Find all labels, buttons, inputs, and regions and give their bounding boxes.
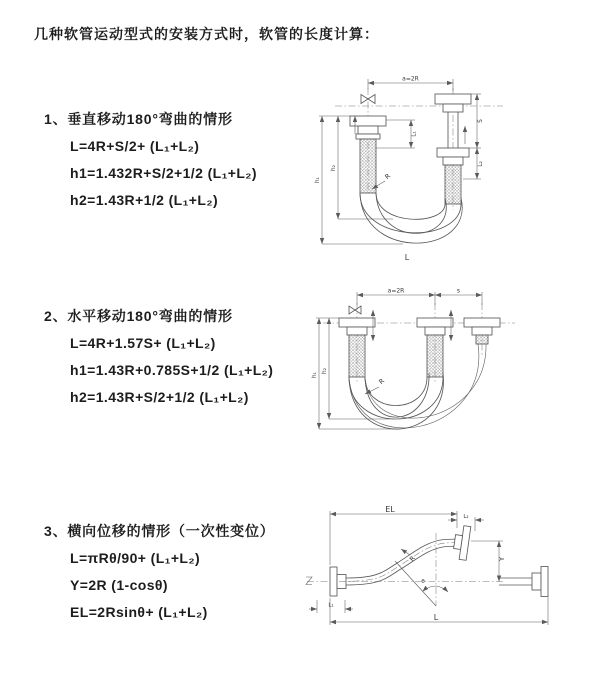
dim-label-a2r: a=2R (402, 75, 419, 83)
section-3-heading: 3、横向位移的情形（一次性变位） (44, 523, 275, 539)
formula-l: L=4R+S/2+ (L₁+L₂) (70, 138, 200, 154)
lateral-displacement-diagram (295, 503, 600, 638)
braided-hose (476, 335, 488, 344)
flange (417, 318, 453, 327)
formula-h2: h2=1.43R+S/2+1/2 (L₁+L₂) (70, 389, 249, 405)
radius-label: R (407, 554, 417, 564)
hose-curve (346, 539, 459, 578)
dim-label-l1: L₁ (411, 131, 418, 137)
hose-bend-curve (376, 193, 445, 219)
section-1-heading: 1、垂直移动180°弯曲的情形 (44, 111, 233, 127)
hose-displaced-curve (349, 344, 479, 428)
dim-label-s: s (456, 287, 461, 295)
dim-label-l2: L₂ (477, 161, 484, 167)
dim-label-h1: h₁ (312, 372, 319, 378)
flange (435, 94, 471, 104)
length-label: L (404, 253, 410, 262)
radius-label: R (377, 376, 387, 386)
formula-y: Y=2R (1-cosθ) (70, 577, 168, 593)
dim-label-h2: h₂ (322, 368, 329, 374)
flange (350, 116, 386, 126)
flange (464, 318, 500, 327)
fitting (358, 126, 378, 134)
section-1 (44, 106, 257, 214)
fitting (472, 327, 492, 335)
dim-label-l2: L₂ (463, 514, 469, 520)
formula-h1: h1=1.432R+S/2+1/2 (L₁+L₂) (70, 165, 257, 181)
hose-centerline (339, 542, 467, 582)
dim-label-el: EL (385, 505, 395, 514)
construction-line (395, 561, 436, 606)
radius-label: R (383, 171, 393, 181)
section-2 (44, 303, 273, 411)
angle-arc (423, 586, 437, 592)
fitting (347, 327, 367, 335)
formula-l: L=4R+1.57S+ (L₁+L₂) (70, 335, 216, 351)
datum-mark (306, 577, 312, 585)
formula-h1: h1=1.43R+0.785S+1/2 (L₁+L₂) (70, 362, 274, 378)
dim-label-h1: h₁ (315, 177, 322, 183)
leader-line (401, 549, 410, 555)
hose-bend-curve (349, 373, 443, 429)
dim-label-y: Y (497, 556, 506, 562)
vertical-bend-diagram (305, 68, 600, 268)
section-3 (44, 518, 275, 626)
braided-hose (427, 335, 443, 377)
horizontal-bend-diagram (305, 283, 600, 463)
angle-label-theta: θ (421, 579, 425, 585)
fitting (425, 327, 445, 335)
flange (330, 567, 337, 596)
braided-hose (349, 335, 365, 377)
collar (356, 134, 380, 139)
hose-bend-curve (365, 373, 429, 417)
dim-label-s: S (477, 119, 484, 123)
fitting (454, 535, 463, 550)
fitting (443, 157, 463, 165)
fitting (532, 573, 541, 590)
page-title: 几种软管运动型式的安装方式时，软管的长度计算： (34, 26, 379, 42)
formula-l: L=πRθ/90+ (L₁+L₂) (70, 550, 201, 566)
dim-label-l1: L₁ (328, 602, 334, 609)
braided-hose (360, 139, 376, 193)
flange (437, 148, 469, 157)
dim-label-h2: h₂ (331, 165, 338, 171)
flange (541, 567, 548, 597)
hose-curve (346, 546, 460, 585)
angle-arc (436, 586, 448, 592)
section-2-heading: 2、水平移动180°弯曲的情形 (44, 308, 233, 324)
flange-group (452, 525, 471, 561)
flange (339, 318, 375, 327)
valve-icon (349, 306, 361, 314)
dim-label-l: L (433, 613, 439, 622)
braided-hose (445, 165, 461, 204)
hose-bend-curve (365, 377, 427, 406)
formula-el: EL=2Rsinθ+ (L₁+L₂) (70, 604, 208, 620)
dim-label-a2r: a=2R (387, 287, 405, 295)
formula-h2: h2=1.43R+1/2 (L₁+L₂) (70, 192, 219, 208)
fitting (443, 104, 463, 112)
